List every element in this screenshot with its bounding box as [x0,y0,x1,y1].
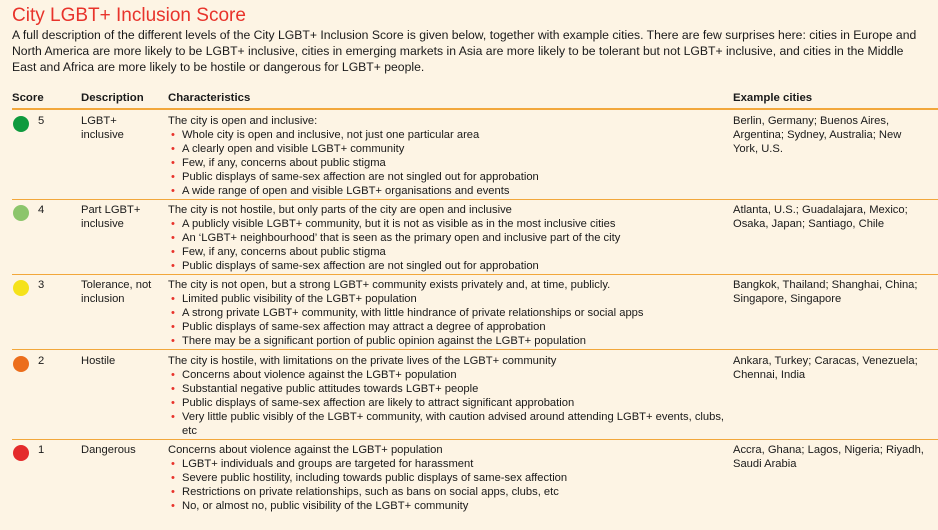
row-divider [12,274,938,275]
score-value: 2 [38,355,45,367]
characteristic-item: • Restrictions on private relationships, such as bans on social apps, clubs, etc [168,485,728,499]
header-divider [12,108,938,110]
characteristic-item: • Public displays of same-sex affection may attract a degree of approbation [168,320,728,334]
score-value: 5 [38,115,45,127]
example-cities: Bangkok, Thailand; Shanghai, China; Singapore, Singapore [733,279,918,305]
score-description: Dangerous [81,444,136,456]
header-characteristics: Characteristics [168,92,251,104]
score-dot-icon [13,280,29,296]
characteristic-item: • Public displays of same-sex affection are not singled out for approbation [168,259,728,273]
score-description: Tolerance, not inclusion [81,279,152,305]
score-description: LGBT+ inclusive [81,115,124,141]
characteristic-item: • Public displays of same-sex affection are likely to attract significant approbation [168,396,728,410]
page-title: City LGBT+ Inclusion Score [12,5,246,26]
score-description: Part LGBT+ inclusive [81,204,141,230]
characteristic-item: • Very little public visibly of the LGBT+ community, with caution advised around attending LGBT+ events, clubs, etc [168,410,728,438]
example-cities: Accra, Ghana; Lagos, Nigeria; Riyadh, Saudi Arabia [733,444,924,470]
characteristics-lead: Concerns about violence against the LGBT+ population [168,444,443,456]
characteristics [168,114,728,198]
characteristics-list [168,368,728,438]
characteristic-item: • There may be a significant portion of public opinion against the LGBT+ population [168,334,728,348]
characteristic-item: • Concerns about violence against the LGBT+ population [168,368,728,382]
characteristic-item: • LGBT+ individuals and groups are targeted for harassment [168,457,728,471]
score-description: Hostile [81,355,116,367]
characteristics-lead: The city is hostile, with limitations on the private lives of the LGBT+ community [168,355,557,367]
score-dot-icon [13,205,29,221]
characteristics-list [168,457,728,513]
characteristic-item: • A strong private LGBT+ community, with little hindrance of private relationships or social apps [168,306,728,320]
example-cities: Berlin, Germany; Buenos Aires, Argentina; Sydney, Australia; New York, U.S. [733,115,902,155]
characteristic-item: • Whole city is open and inclusive, not just one particular area [168,128,728,142]
intro-paragraph: A full description of the different levels of the City LGBT+ Inclusion Score is given below, together with example cities. There are few surprises here: cities in Europe and North America are more likely to be LGBT+ inclusive, cities in emerging markets in Asia are more likely to be tolerant but not LGBT+ inclusive, and cities in the Middle East and Africa are more likely to be hostile or dangerous for LGBT+ people. [12,28,917,74]
characteristics-list [168,217,728,273]
row-divider [12,199,938,200]
characteristic-item: • A wide range of open and visible LGBT+ organisations and events [168,184,728,198]
score-value: 1 [38,444,45,456]
characteristics-lead: The city is open and inclusive: [168,115,318,127]
characteristic-item: • An ‘LGBT+ neighbourhood’ that is seen as the primary open and inclusive part of the city [168,231,728,245]
characteristic-item: • No, or almost no, public visibility of the LGBT+ community [168,499,728,513]
characteristic-item: • Severe public hostility, including towards public displays of same-sex affection [168,471,728,485]
characteristics-list [168,292,728,348]
characteristic-item: • Few, if any, concerns about public stigma [168,156,728,170]
characteristic-item: • A clearly open and visible LGBT+ community [168,142,728,156]
characteristic-item: • Few, if any, concerns about public stigma [168,245,728,259]
characteristics [168,443,728,513]
characteristics [168,354,728,438]
header-score: Score [12,92,44,104]
characteristic-item: • Public displays of same-sex affection are not singled out for approbation [168,170,728,184]
characteristics-lead: The city is not open, but a strong LGBT+ community exists privately and, at time, publicly. [168,279,611,291]
header-description: Description [81,92,144,104]
characteristics [168,278,728,348]
example-cities: Atlanta, U.S.; Guadalajara, Mexico; Osaka, Japan; Santiago, Chile [733,204,908,230]
row-divider [12,349,938,350]
header-example-cities: Example cities [733,92,813,104]
characteristic-item: • Limited public visibility of the LGBT+ population [168,292,728,306]
characteristics-list [168,128,728,198]
score-value: 4 [38,204,45,216]
score-value: 3 [38,279,45,291]
characteristic-item: • Substantial negative public attitudes towards LGBT+ people [168,382,728,396]
characteristics-lead: The city is not hostile, but only parts of the city are open and inclusive [168,204,512,216]
row-divider [12,439,938,440]
characteristics [168,203,728,273]
characteristic-item: • A publicly visible LGBT+ community, but it is not as visible as in the most inclusive cities [168,217,728,231]
score-dot-icon [13,356,29,372]
score-dot-icon [13,445,29,461]
example-cities: Ankara, Turkey; Caracas, Venezuela; Chennai, India [733,355,918,381]
score-dot-icon [13,116,29,132]
